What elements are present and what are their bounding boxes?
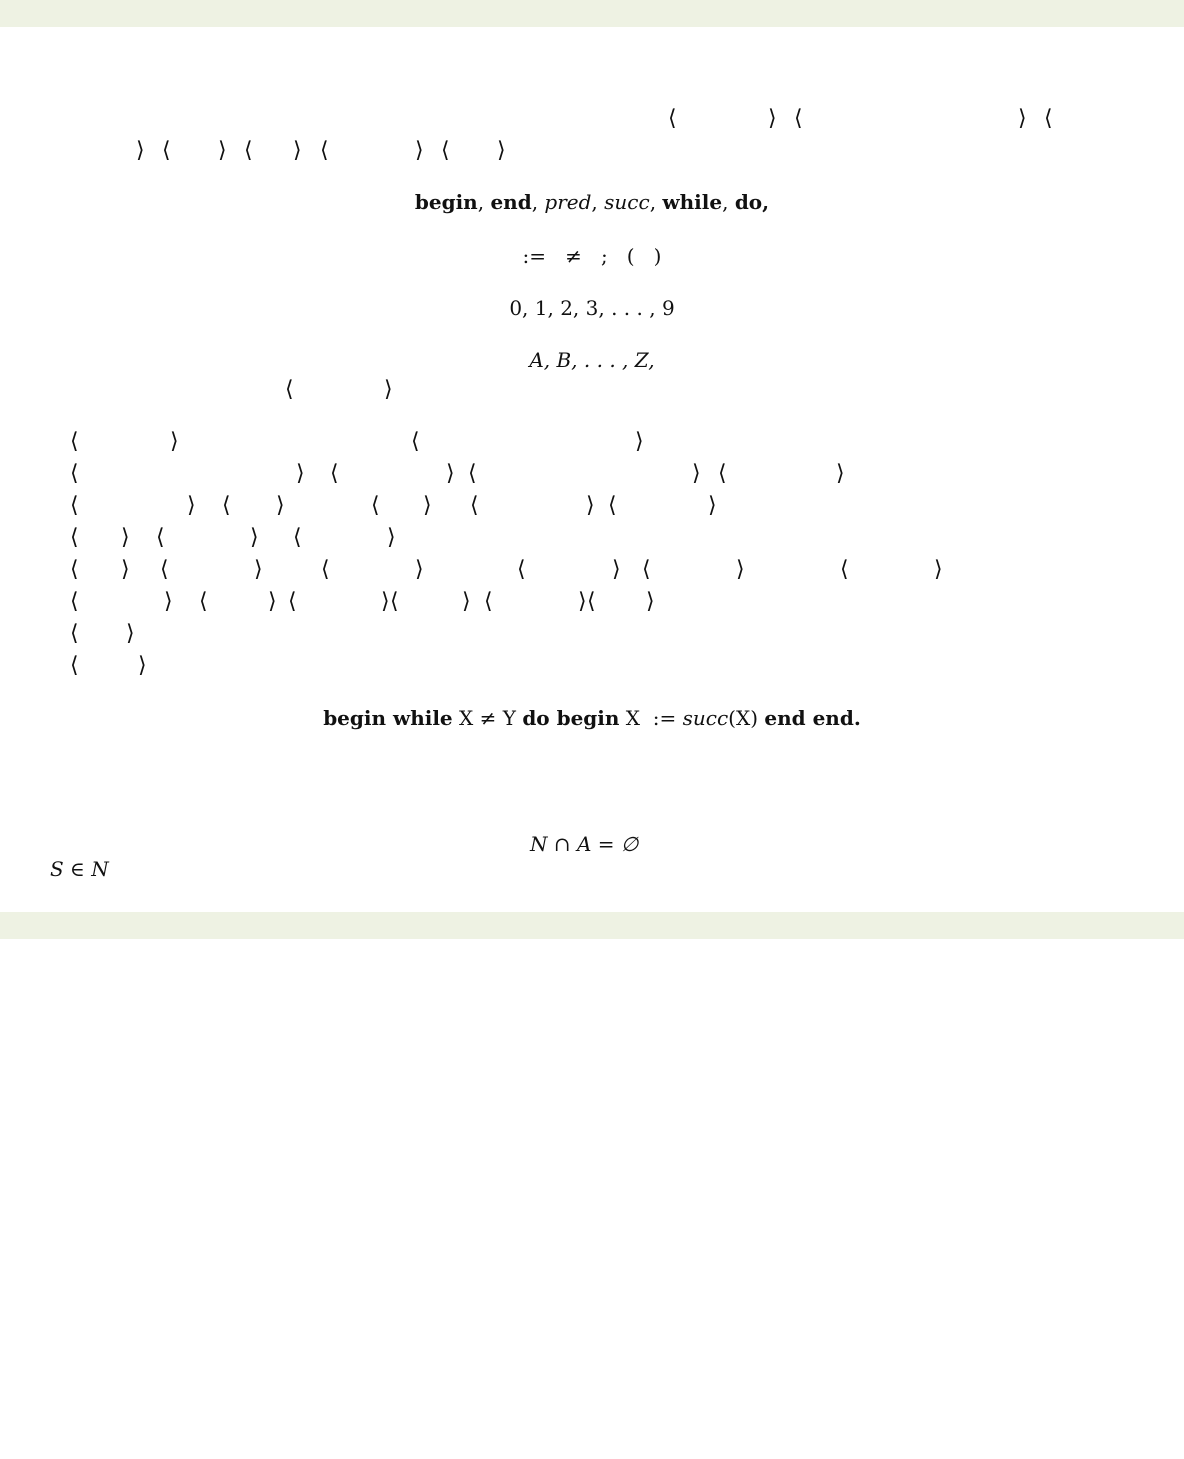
open-angle-bracket: ⟨ (794, 106, 803, 131)
close-angle-bracket: ⟩ (612, 557, 621, 582)
bottom-band (0, 912, 1184, 939)
example-text: X := (619, 706, 683, 730)
close-angle-bracket: ⟩ (121, 525, 130, 550)
close-angle-bracket: ⟩ (836, 461, 845, 486)
close-angle-bracket: ⟩ (250, 525, 259, 550)
close-angle-bracket: ⟩ (296, 461, 305, 486)
close-angle-bracket: ⟩ (423, 493, 432, 518)
reserved-word: do (734, 190, 763, 214)
close-angle-bracket: ⟩ (934, 557, 943, 582)
open-angle-bracket: ⟨ (70, 525, 79, 550)
open-angle-bracket: ⟨ (390, 589, 399, 614)
close-angle-bracket: ⟩ (126, 621, 135, 646)
reserved-word: pred (544, 190, 592, 214)
example-text: X ≠ Y (452, 706, 523, 730)
open-angle-bracket: ⟨ (718, 461, 727, 486)
open-angle-bracket: ⟨ (470, 493, 479, 518)
open-angle-bracket: ⟨ (517, 557, 526, 582)
operator-symbols: := ≠ ; ( ) (522, 244, 662, 268)
open-angle-bracket: ⟨ (288, 589, 297, 614)
close-angle-bracket: ⟩ (254, 557, 263, 582)
close-angle-bracket: ⟩ (578, 589, 587, 614)
open-angle-bracket: ⟨ (199, 589, 208, 614)
open-angle-bracket: ⟨ (668, 106, 677, 131)
close-angle-bracket: ⟩ (415, 557, 424, 582)
open-angle-bracket: ⟨ (330, 461, 339, 486)
separator: , (531, 190, 545, 214)
close-angle-bracket: ⟩ (170, 429, 179, 454)
digit-symbols: 0, 1, 2, 3, . . . , 9 (509, 296, 675, 320)
example-program (0, 706, 1184, 730)
close-angle-bracket: ⟩ (635, 429, 644, 454)
close-angle-bracket: ⟩ (138, 653, 147, 678)
close-angle-bracket: ⟩ (736, 557, 745, 582)
close-angle-bracket: ⟩ (708, 493, 717, 518)
close-angle-bracket: ⟩ (1018, 106, 1027, 131)
letter-symbols: A, B, . . . , Z, (529, 348, 655, 372)
close-angle-bracket: ⟩ (586, 493, 595, 518)
close-angle-bracket: ⟩ (768, 106, 777, 131)
close-angle-bracket: ⟩ (646, 589, 655, 614)
close-angle-bracket: ⟩ (446, 461, 455, 486)
open-angle-bracket: ⟨ (244, 138, 253, 163)
open-angle-bracket: ⟨ (642, 557, 651, 582)
open-angle-bracket: ⟨ (162, 138, 171, 163)
close-angle-bracket: ⟩ (692, 461, 701, 486)
open-angle-bracket: ⟨ (587, 589, 596, 614)
reserved-word: while (662, 190, 723, 214)
open-angle-bracket: ⟨ (285, 377, 294, 402)
open-angle-bracket: ⟨ (608, 493, 617, 518)
open-angle-bracket: ⟨ (160, 557, 169, 582)
open-angle-bracket: ⟨ (70, 653, 79, 678)
start-symbol-formula: S ∈ N (50, 857, 109, 881)
separator: , (722, 190, 735, 214)
keyword: begin while (323, 706, 453, 730)
example-text: (X) (728, 706, 765, 730)
close-angle-bracket: ⟩ (384, 377, 393, 402)
open-angle-bracket: ⟨ (70, 557, 79, 582)
close-angle-bracket: ⟩ (415, 138, 424, 163)
close-angle-bracket: ⟩ (164, 589, 173, 614)
reserved-word: end (490, 190, 532, 214)
close-angle-bracket: ⟩ (187, 493, 196, 518)
open-angle-bracket: ⟨ (321, 557, 330, 582)
keyword: end end. (764, 706, 861, 730)
close-angle-bracket: ⟩ (462, 589, 471, 614)
close-angle-bracket: ⟩ (121, 557, 130, 582)
keyword: do begin (522, 706, 620, 730)
open-angle-bracket: ⟨ (468, 461, 477, 486)
open-angle-bracket: ⟨ (222, 493, 231, 518)
open-angle-bracket: ⟨ (70, 589, 79, 614)
reserved-word: begin (414, 190, 478, 214)
close-angle-bracket: ⟩ (276, 493, 285, 518)
open-angle-bracket: ⟨ (293, 525, 302, 550)
disjoint-sets-formula: N ∩ A = ∅ (530, 832, 639, 856)
example-function: succ (682, 706, 729, 730)
open-angle-bracket: ⟨ (1044, 106, 1053, 131)
open-angle-bracket: ⟨ (320, 138, 329, 163)
open-angle-bracket: ⟨ (441, 138, 450, 163)
open-angle-bracket: ⟨ (371, 493, 380, 518)
separator: , (762, 190, 770, 214)
close-angle-bracket: ⟩ (381, 589, 390, 614)
close-angle-bracket: ⟩ (218, 138, 227, 163)
close-angle-bracket: ⟩ (293, 138, 302, 163)
reserved-words-line (0, 190, 1184, 214)
open-angle-bracket: ⟨ (411, 429, 420, 454)
open-angle-bracket: ⟨ (156, 525, 165, 550)
close-angle-bracket: ⟩ (387, 525, 396, 550)
separator: , (591, 190, 605, 214)
open-angle-bracket: ⟨ (70, 429, 79, 454)
separator: , (649, 190, 663, 214)
open-angle-bracket: ⟨ (70, 621, 79, 646)
close-angle-bracket: ⟩ (268, 589, 277, 614)
open-angle-bracket: ⟨ (70, 493, 79, 518)
close-angle-bracket: ⟩ (497, 138, 506, 163)
open-angle-bracket: ⟨ (484, 589, 493, 614)
close-angle-bracket: ⟩ (136, 138, 145, 163)
reserved-word: succ (604, 190, 650, 214)
separator: , (477, 190, 491, 214)
open-angle-bracket: ⟨ (70, 461, 79, 486)
open-angle-bracket: ⟨ (840, 557, 849, 582)
